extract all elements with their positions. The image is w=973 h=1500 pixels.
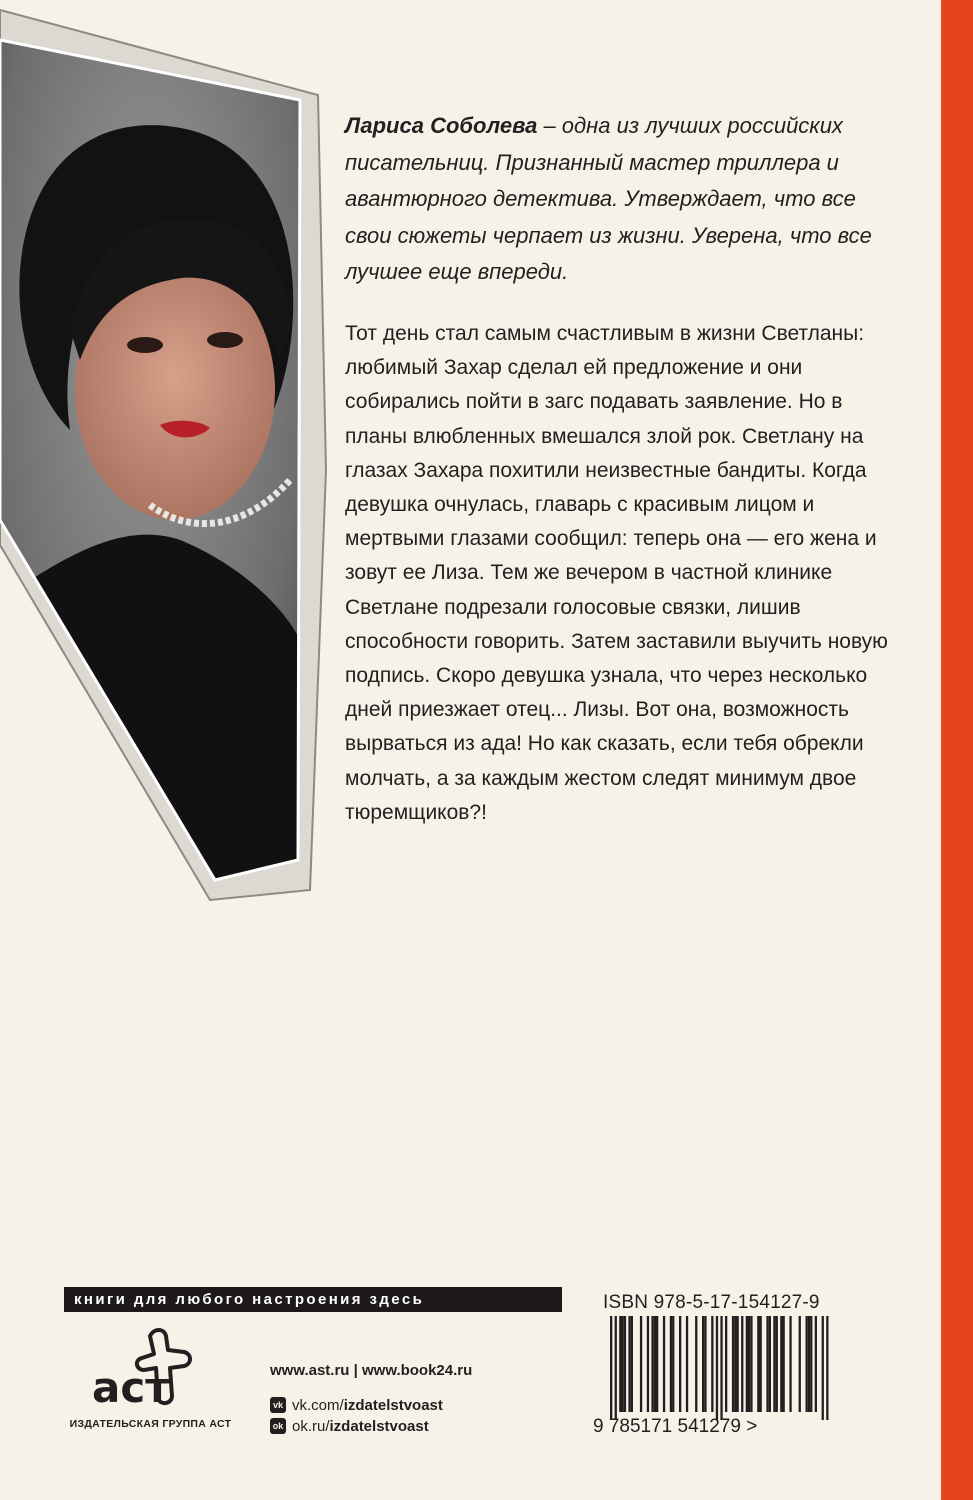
barcode-bar — [647, 1316, 649, 1412]
barcode-bar — [806, 1316, 808, 1412]
barcode-bar — [624, 1316, 626, 1412]
barcode-bar — [628, 1316, 630, 1412]
barcode-bar — [640, 1316, 642, 1412]
barcode-bar — [711, 1316, 713, 1412]
barcode-bar — [783, 1316, 785, 1412]
barcode-bar — [732, 1316, 734, 1412]
barcode-bar — [750, 1316, 752, 1412]
barcode-bar — [822, 1316, 824, 1420]
barcode-bar — [610, 1316, 612, 1420]
barcode-bar — [663, 1316, 665, 1412]
barcode-bar — [760, 1316, 762, 1412]
vk-icon: vk — [270, 1397, 286, 1413]
publisher-name: ИЗДАТЕЛЬСКАЯ ГРУППА АСТ — [69, 1418, 232, 1430]
barcode-bar — [686, 1316, 688, 1412]
isbn-label: ISBN 978-5-17-154127-9 — [603, 1292, 820, 1313]
barcode-bar — [757, 1316, 759, 1412]
barcode-bar — [741, 1316, 743, 1412]
vk-link[interactable] — [270, 1395, 443, 1415]
ast-logo — [88, 1322, 198, 1412]
barcode-bar — [695, 1316, 697, 1412]
author-bio-text: – одна из лучших российских писательниц. Признанный мастер триллера и авантюрного детектива. Утверждает, что все свои сюжеты черпает из жизни. Уверена, что все лучшее еще впереди. — [345, 113, 872, 284]
barcode-bar — [748, 1316, 750, 1412]
barcode-bar — [725, 1316, 727, 1412]
barcode-bar — [815, 1316, 817, 1412]
author-bio — [345, 108, 905, 291]
vk-url: vk.com/izdatelstvoast — [292, 1396, 443, 1414]
ok-link[interactable] — [270, 1416, 429, 1436]
barcode-bar — [670, 1316, 672, 1412]
barcode-bar — [651, 1316, 653, 1412]
odnoklassniki-icon: ok — [270, 1418, 286, 1434]
barcode-bar — [769, 1316, 771, 1412]
isbn-barcode — [588, 1316, 858, 1436]
author-name: Лариса Соболева — [345, 113, 538, 138]
barcode-bar — [776, 1316, 778, 1412]
barcode-bar — [808, 1316, 810, 1412]
book-annotation: Тот день стал самым счастливым в жизни Светланы: любимый Захар сделал ей предложение и они собирались пойти в загс подавать заявление. Но в планы влюбленных вмешался злой рок. Светлану на глазах Захара похитили неизвестные бандиты. Когда девушка очнулась, главарь с красивым лицом и мертвыми глазами сообщил: теперь она — его жена и зовут ее Лиза. Тем же вечером в частной клинике Светлане подрезали голосовые связки, лишив способности говорить. Затем заставили выучить новую подпись. Скоро девушка узнала, что через несколько дней приезжает отец... Лизы. Вот она, возможность вырваться из ада! Но как сказать, если тебя обрекли молчать, а за каждым жестом следят минимум двое тюремщиков?! — [345, 322, 888, 824]
slogan-band: книги для любого настроения здесь — [64, 1287, 562, 1312]
ok-url: ok.ru/izdatelstvoast — [292, 1417, 429, 1435]
barcode-bar — [702, 1316, 704, 1412]
barcode-bar — [734, 1316, 736, 1412]
barcode-bar — [656, 1316, 658, 1412]
barcode-bar — [826, 1316, 828, 1420]
barcode-bar — [737, 1316, 739, 1412]
barcode-bar — [631, 1316, 633, 1412]
barcode-bar — [799, 1316, 801, 1412]
barcode-bar — [619, 1316, 621, 1412]
barcode-bar — [720, 1316, 722, 1420]
barcode-bar — [810, 1316, 812, 1412]
website-links[interactable]: www.ast.ru | www.book24.ru — [270, 1362, 473, 1379]
barcode-bar — [780, 1316, 782, 1412]
barcode-bar — [766, 1316, 768, 1412]
spine-stripe — [941, 0, 973, 1500]
barcode-bar — [679, 1316, 681, 1412]
barcode-bar — [716, 1316, 718, 1420]
barcode-bar — [622, 1316, 624, 1412]
barcode-bar — [704, 1316, 706, 1412]
barcode-bar — [654, 1316, 656, 1412]
barcode-bar — [789, 1316, 791, 1412]
barcode-digits: 9 785171 541279 > — [593, 1416, 758, 1436]
logo-wordmark: аст — [92, 1363, 170, 1412]
barcode-bar — [746, 1316, 748, 1412]
barcode-bar — [615, 1316, 617, 1420]
barcode-bar — [672, 1316, 674, 1412]
barcode-bar — [773, 1316, 775, 1412]
author-photo — [0, 0, 330, 910]
